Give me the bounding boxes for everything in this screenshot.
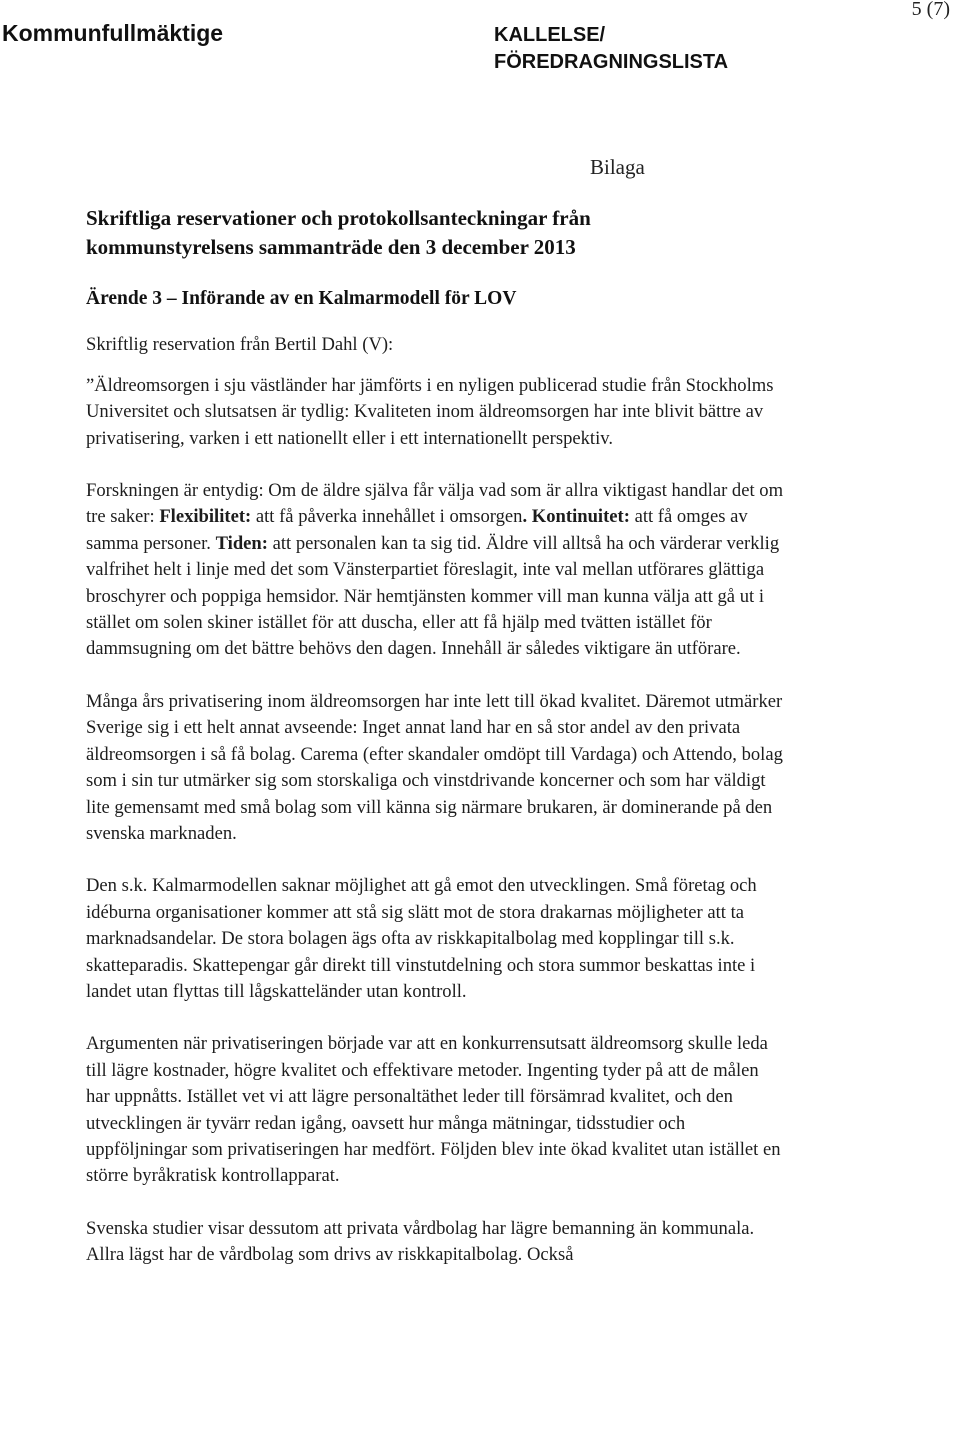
paragraph-2 bbox=[86, 478, 786, 663]
page-number: 5 (7) bbox=[911, 0, 950, 20]
title-line1: Skriftliga reservationer och protokollsanteckningar från bbox=[86, 206, 591, 230]
matter-heading: Ärende 3 – Införande av en Kalmarmodell för LOV bbox=[86, 288, 517, 309]
paragraph-2-text-a: Forskningen är entydig: Om de äldre själva får välja vad som är allra viktigast handlar det om tre saker: bbox=[86, 480, 784, 528]
paragraph-4: Den s.k. Kalmarmodellen saknar möjlighet att gå emot den utvecklingen. Små företag och idéburna organisationer kommer att stå sig slätt mot de stora drakarnas möjligheter att ta marknadsandelar. De stora bolagen ägs ofta av riskkapitalbolag med kopplingar till s.k. skatteparadis. Skattepengar går direkt till vinstutdelning och stora summor beskattas inte i landet utan flyttas till lågskatteländer utan kontroll. bbox=[86, 875, 757, 1002]
reservation-author: Skriftlig reservation från Bertil Dahl (V): bbox=[86, 334, 394, 356]
keyword-continuity: . Kontinuitet: bbox=[522, 506, 630, 528]
attachment-label: Bilaga bbox=[590, 155, 645, 179]
paragraph-5: Argumenten när privatiseringen började var att en konkurrensutsatt äldreomsorg skulle leda till lägre kostnader, högre kvalitet och effektivare metoder. Ingenting tyder på att de målen har uppnåtts. Istället vet vi att lägre personaltäthet leder till försämrad kvalitet, och den utvecklingen är tyvärr redan igång, oavsett hur många mätningar, tidsstudier och uppföljningar som privatiseringen har medfört. Följden blev inte ökad kvalitet utan istället en större byråkratisk kontrollapparat. bbox=[86, 1033, 781, 1187]
document-body bbox=[86, 204, 786, 1295]
title-line2: kommunstyrelsens sammanträde den 3 december 2013 bbox=[86, 235, 576, 259]
paragraph-2-text-d: att få omges av samma personer. bbox=[86, 506, 748, 554]
document-title bbox=[86, 204, 786, 262]
document-type-line1: KALLELSE/ bbox=[494, 24, 606, 46]
document-type-line2: FÖREDRAGNINGSLISTA bbox=[494, 51, 729, 73]
paragraph-2-text-c: att få påverka innehållet i omsorgen bbox=[251, 506, 523, 528]
organization-name: Kommunfullmäktige bbox=[2, 20, 224, 46]
paragraph-2-text-e: att personalen kan ta sig tid. Äldre vill alltså ha och värderar verklig valfrihet helt i linje med det som Vänsterpartiet föreslagit, inte val mellan utförares glättiga broschyrer och poppiga hemsidor. När hemtjänsten kommer vill man kunna välja att gå ut i stället om solen skiner istället för att duscha, eller att få hjälp med tvätten istället för dammsugning om det bättre behövs den dagen. Innehåll är således viktigare än utförare. bbox=[86, 532, 780, 660]
paragraph-3: Många års privatisering inom äldreomsorgen har inte lett till ökad kvalitet. Däremot utmärker Sverige sig i ett helt annat avseende: Inget annat land har en så stor andel av den privata äldreomsorgen i så få bolag. Carema (efter skandaler omdöpt till Vardaga) och Attendo, bolag som i sin tur utmärker sig som storskaliga och vinstdrivande koncerner och som har väldigt lite gemensamt med små bolag som vill känna sig närmare brukaren, är dominerande på den svenska marknaden. bbox=[86, 690, 783, 844]
keyword-flexibility: Flexibilitet: bbox=[159, 506, 252, 528]
paragraph-1: ”Äldreomsorgen i sju västländer har jämförts i en nyligen publicerad studie från Stockholms Universitet och slutsatsen är tydlig: Kvaliteten inom äldreomsorgen har inte blivit bättre av privatisering, varken i ett nationellt eller i ett internationellt perspektiv. bbox=[86, 374, 774, 449]
keyword-time: Tiden: bbox=[215, 532, 268, 554]
paragraph-6: Svenska studier visar dessutom att privata vårdbolag har lägre bemanning än kommunala. Allra lägst har de vårdbolag som drivs av riskkapitalbolag. Också bbox=[86, 1217, 755, 1266]
document-type bbox=[494, 22, 728, 76]
